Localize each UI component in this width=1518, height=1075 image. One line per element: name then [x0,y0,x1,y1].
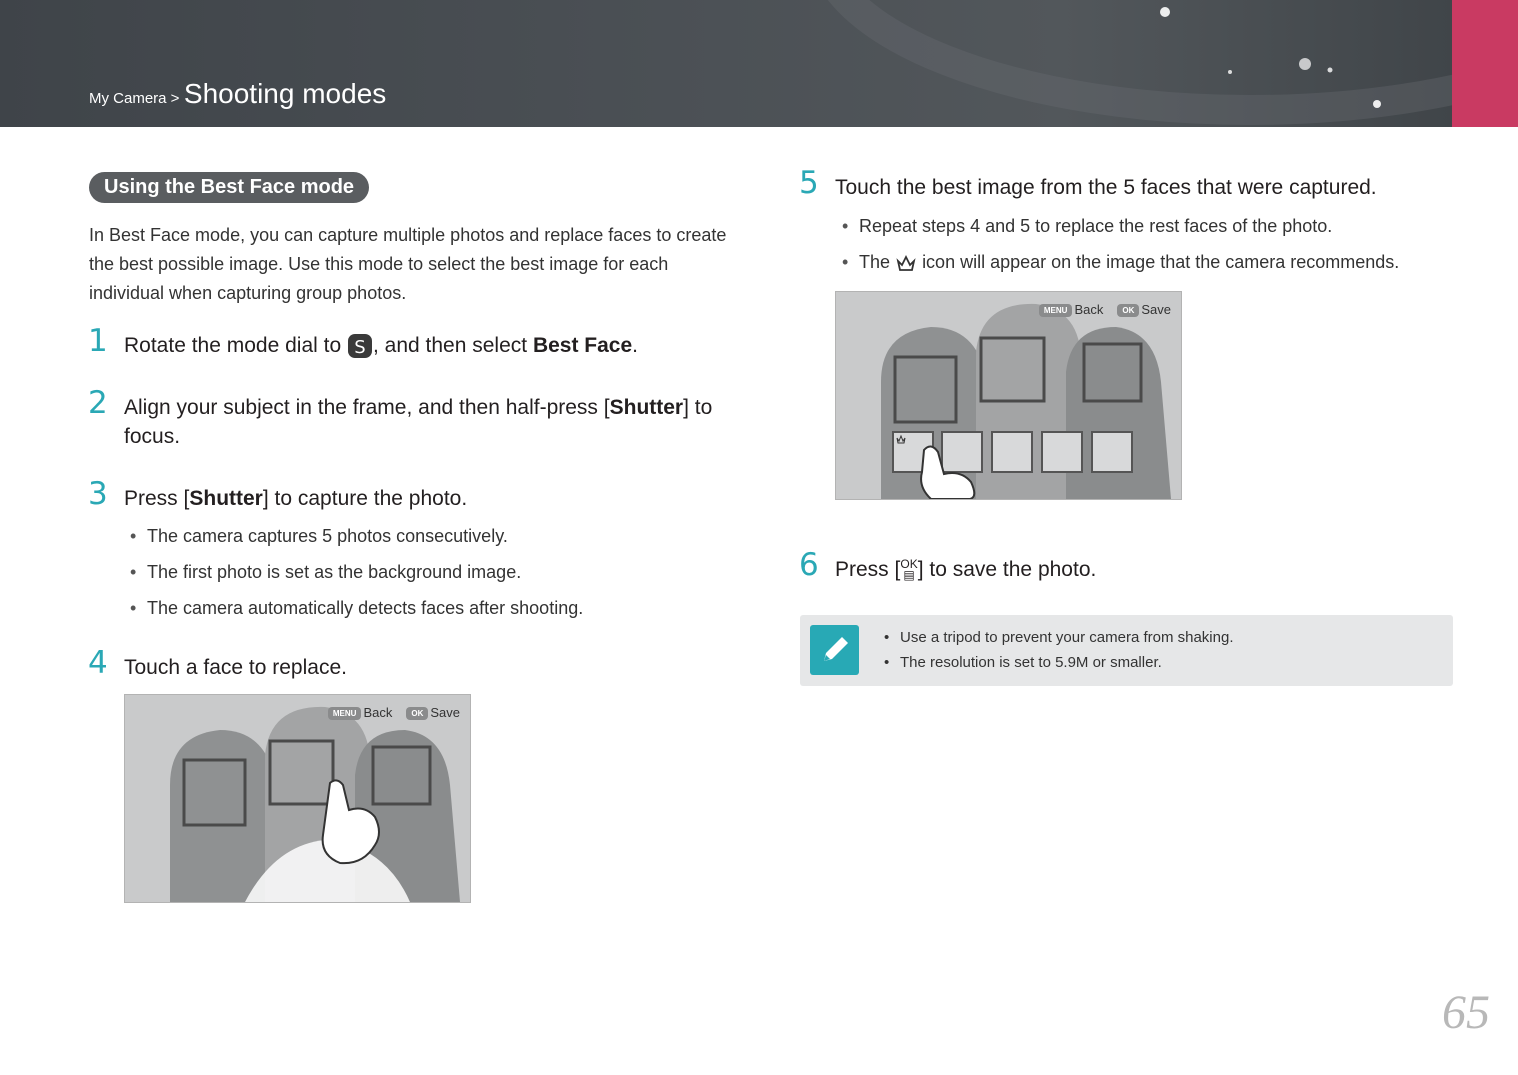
breadcrumb-parent: My Camera > [89,90,180,107]
step-text: Touch the best image from the 5 faces that were captured. [835,176,1377,199]
step-number: 2 [88,385,108,421]
intro-paragraph: In Best Face mode, you can capture multiple photos and replace faces to create the best possible image. Use this mode to select the best image for each individual when capturing group photos. [89,225,727,303]
bullet-item: • The camera automatically detects faces after shooting. [147,598,583,619]
step-6 [799,547,1097,584]
step-2 [88,385,734,451]
pencil-note-icon [810,625,859,675]
svg-text:S: S [354,337,366,359]
camera-screen-select-face [124,694,471,903]
bullet-item: • The camera captures 5 photos consecutively. [147,526,508,547]
bullet-item: • Repeat steps 4 and 5 to replace the rest faces of the photo. [859,216,1332,237]
step-text: Align your subject in the frame, and then half-press [ [124,396,610,419]
ok-key-icon: OK [406,707,428,720]
breadcrumb-current: Shooting modes [183,78,387,109]
step-5 [799,165,1377,202]
step-bold: Best Face [532,334,633,357]
save-control[interactable] [406,705,460,720]
step-text: . [632,334,638,357]
back-label: Back [1074,302,1104,317]
step-3 [88,476,468,513]
bullet-item: • The first photo is set as the background image. [147,562,521,583]
ok-button-icon: OK ▤ [900,557,918,583]
screen-osd [1039,302,1171,317]
camera-screen-best-faces [835,291,1182,500]
menu-key-icon: MENU [1039,304,1073,317]
note-item: • The resolution is set to 5.9M or smaller. [900,654,1162,671]
bullet-text: The [859,252,891,272]
group-photo-thumbnails-illustration [836,292,1181,499]
page-number: 65 [1442,986,1490,1039]
scene-mode-icon [347,333,373,359]
breadcrumb [89,78,386,110]
note-box [800,615,1453,686]
step-text: Press [ [124,487,190,510]
note-item: • Use a tripod to prevent your camera from shaking. [900,629,1234,646]
group-photo-illustration [125,695,470,902]
step-text: ] to capture the photo. [262,487,468,510]
step-text: Press [ [835,558,901,581]
bullet-text: icon will appear on the image that the camera recommends. [922,252,1400,272]
step-text: , and then select [372,334,528,357]
save-label: Save [430,705,460,720]
step-number: 6 [799,547,819,583]
step-text: ] to save the photo. [917,558,1097,581]
save-control[interactable] [1117,302,1171,317]
step-bold: Shutter [609,396,684,419]
screen-osd [328,705,460,720]
back-label: Back [363,705,393,720]
menu-key-icon: MENU [328,707,362,720]
page-header [0,0,1518,127]
header-accent-tab [1452,0,1518,127]
step-bold: Shutter [189,487,263,510]
step-4 [88,645,347,682]
bullet-item [859,252,1399,273]
step-number: 1 [88,323,108,359]
back-control[interactable] [328,705,392,720]
step-text: Touch a face to replace. [124,656,347,679]
step-1 [88,323,638,360]
back-control[interactable] [1039,302,1103,317]
section-title: Using the Best Face mode [89,172,369,203]
step-text: ] to focus. [124,396,713,448]
ok-key-label: OK [900,557,918,572]
step-number: 3 [88,476,108,512]
recommend-crown-icon [895,253,917,273]
ok-key-icon: OK [1117,304,1139,317]
step-text: Rotate the mode dial to [124,334,342,357]
save-label: Save [1141,302,1171,317]
step-number: 4 [88,645,108,681]
step-number: 5 [799,165,819,201]
